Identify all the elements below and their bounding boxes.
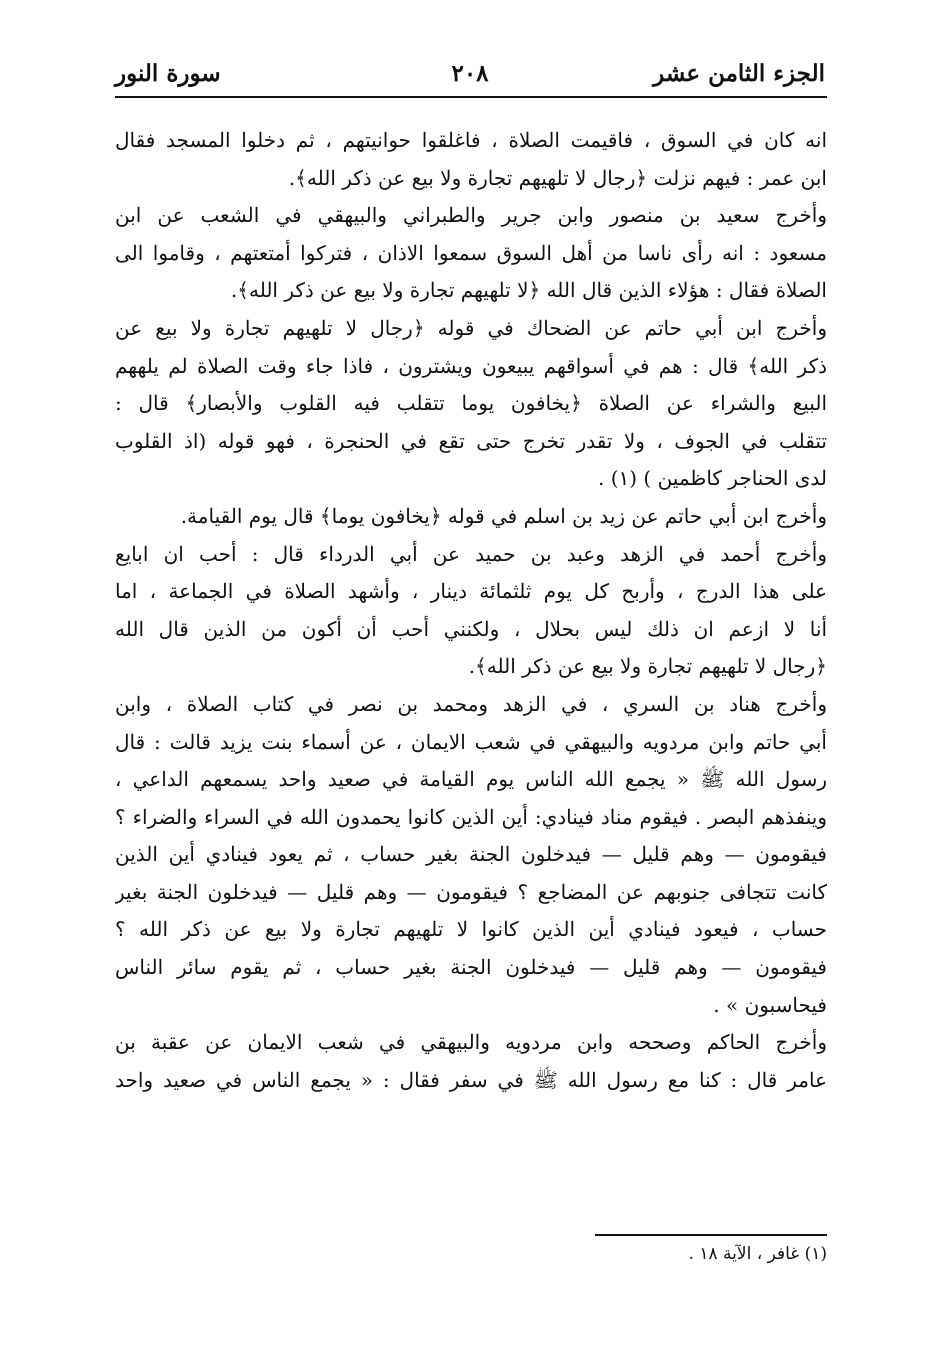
text-line: وأخرج الحاكم وصححه وابن مردويه والبيهقي في شعب الايمان عن عقبة بن <box>115 1030 827 1055</box>
footnote: (١) غافر ، الآية ١٨ . <box>688 1244 827 1264</box>
text-line: ابن عمر : فيهم نزلت ﴿رجال لا تلهيهم تجارة ولا بيع عن ذكر الله﴾. <box>288 165 827 190</box>
text-line: رسول الله ﷺ « يجمع الله الناس يوم القيامة في صعيد واحد يسمعهم الداعي ، <box>115 767 827 792</box>
text-line: وأخرج ابن أبي حاتم عن زيد بن اسلم في قوله ﴿يخافون يوما﴾ قال يوم القيامة. <box>180 503 827 528</box>
text-line: الصلاة فقال : هؤلاء الذين قال الله ﴿لا تلهيهم تجارة ولا بيع عن ذكر الله﴾. <box>230 278 827 303</box>
page-header <box>115 52 825 96</box>
text-line: البيع والشراء عن الصلاة ﴿يخافون يوما تتقلب فيه القلوب والأبصار﴾ قال : <box>115 391 827 416</box>
text-line: مسعود : انه رأى ناسا من أهل السوق سمعوا الاذان ، فتركوا أمتعتهم ، وقاموا الى <box>115 240 827 265</box>
text-line: على هذا الدرج ، وأربح كل يوم ثلثمائة دينار ، وأشهد الصلاة في الجماعة ، اما <box>115 579 827 604</box>
juz-title: الجزء الثامن عشر <box>653 60 825 87</box>
text-line: أبي حاتم وابن مردويه والبيهقي في شعب الايمان ، عن أسماء بنت يزيد قالت : قال <box>115 729 827 754</box>
text-line: أنا لا ازعم ان ذلك ليس بحلال ، ولكنني أحب أن أكون من الذين قال الله <box>115 616 827 641</box>
text-line: وأخرج ابن أبي حاتم عن الضحاك في قوله ﴿رجال لا تلهيهم تجارة ولا بيع عن <box>115 315 827 340</box>
text-line: وأخرج هناد بن السري ، في الزهد ومحمد بن نصر في كتاب الصلاة ، وابن <box>115 691 827 716</box>
text-line: ذكر الله﴾ قال : هم في أسواقهم يبيعون ويشترون ، فاذا جاء وقت الصلاة لم يلههم <box>115 353 827 378</box>
page-number: ٢٠٨ <box>451 60 489 87</box>
body-text <box>115 122 827 1099</box>
header-divider <box>115 96 827 98</box>
text-line: وينفذهم البصر . فيقوم مناد فينادي: أين الذين كانوا يحمدون الله في السراء والضراء ؟ <box>115 804 827 829</box>
text-line: عامر قال : كنا مع رسول الله ﷺ في سفر فقال : « يجمع الناس في صعيد واحد <box>115 1067 827 1092</box>
text-line: تتقلب في الجوف ، ولا تقدر تخرج حتى تقع في الحنجرة ، فهو قوله (اذ القلوب <box>115 428 827 453</box>
text-line: ﴿رجال لا تلهيهم تجارة ولا بيع عن ذكر الله﴾. <box>468 654 827 679</box>
text-line: وأخرج أحمد في الزهد وعبد بن حميد عن أبي الدرداء قال : أحب ان ابايع <box>115 541 827 566</box>
text-line: لدى الحناجر كاظمين ) (١) . <box>597 466 827 491</box>
surah-title: سورة النور <box>115 60 221 87</box>
text-line: فيقومون — وهم قليل — فيدخلون الجنة بغير حساب ، ثم يعود فينادي أين الذين <box>115 842 827 867</box>
text-line: حساب ، فيعود فينادي أين الذين كانوا لا تلهيهم تجارة ولا بيع عن ذكر الله ؟ <box>115 917 827 942</box>
text-line: وأخرج سعيد بن منصور وابن جرير والطبراني والبيهقي في الشعب عن ابن <box>115 203 827 228</box>
text-line: كانت تتجافى جنوبهم عن المضاجع ؟ فيقومون — وهم قليل — فيدخلون الجنة بغير <box>115 879 827 904</box>
text-line: انه كان في السوق ، فاقيمت الصلاة ، فاغلقوا حوانيتهم ، ثم دخلوا المسجد فقال <box>115 128 827 152</box>
footnote-divider <box>595 1234 827 1236</box>
text-line: فيحاسبون » . <box>713 992 827 1017</box>
text-line: فيقومون — وهم قليل — فيدخلون الجنة بغير حساب ، ثم يقوم سائر الناس <box>115 955 827 980</box>
